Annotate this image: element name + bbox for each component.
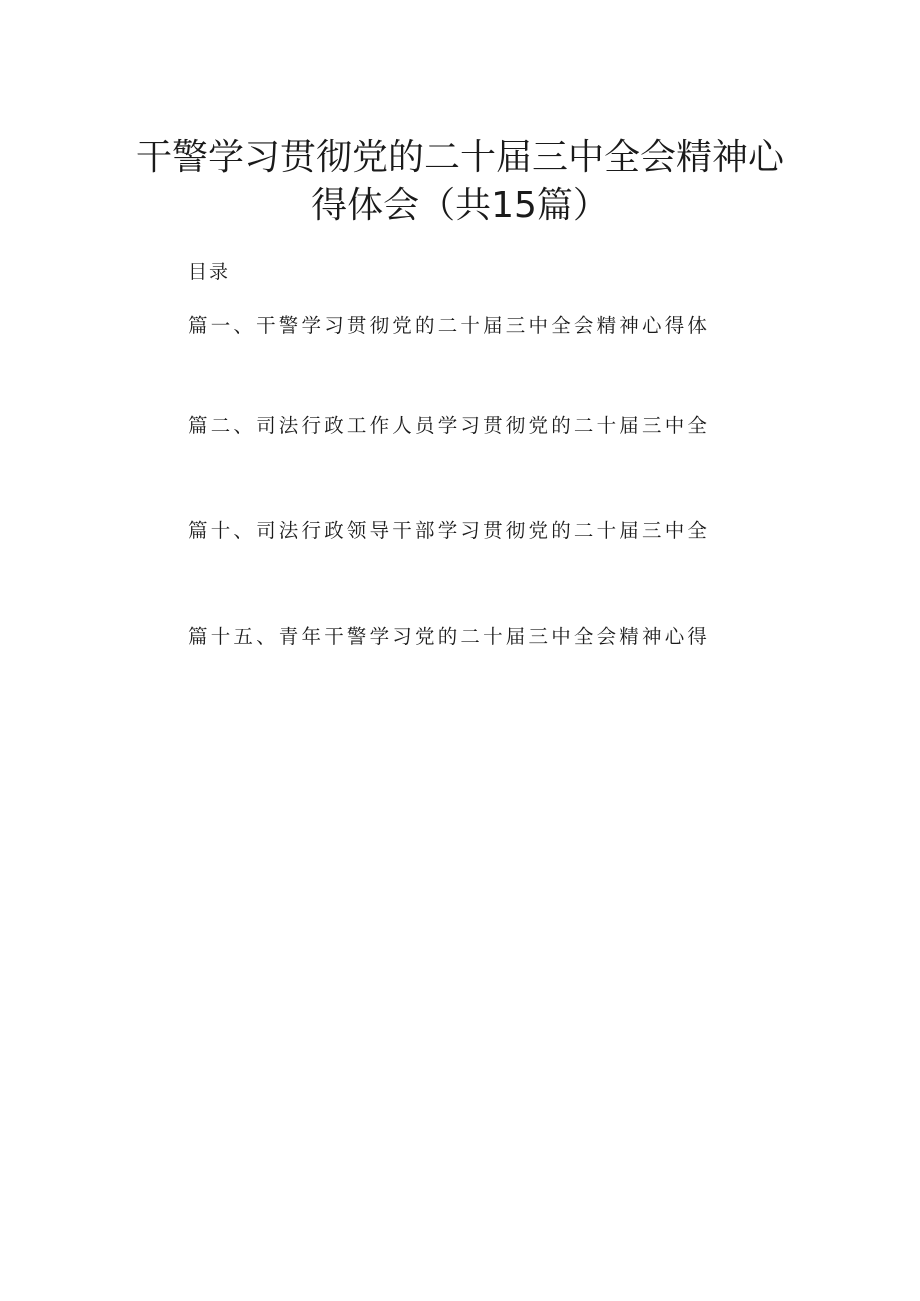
document-title-line-1: 干警学习贯彻党的二十届三中全会精神心 <box>135 137 784 178</box>
document-title-line-2: 得体会（共15篇） <box>311 185 609 226</box>
toc-item-1[interactable]: 篇一、干警学习贯彻党的二十届三中全会精神心得体 <box>188 314 711 337</box>
toc-item-3[interactable]: 篇十、司法行政领导干部学习贯彻党的二十届三中全 <box>188 519 711 542</box>
document-title <box>0 134 920 230</box>
toc-item-4[interactable]: 篇十五、青年干警学习党的二十届三中全会精神心得 <box>188 625 711 648</box>
toc-item-2[interactable]: 篇二、司法行政工作人员学习贯彻党的二十届三中全 <box>188 414 711 437</box>
toc-heading: 目录 <box>188 261 231 283</box>
